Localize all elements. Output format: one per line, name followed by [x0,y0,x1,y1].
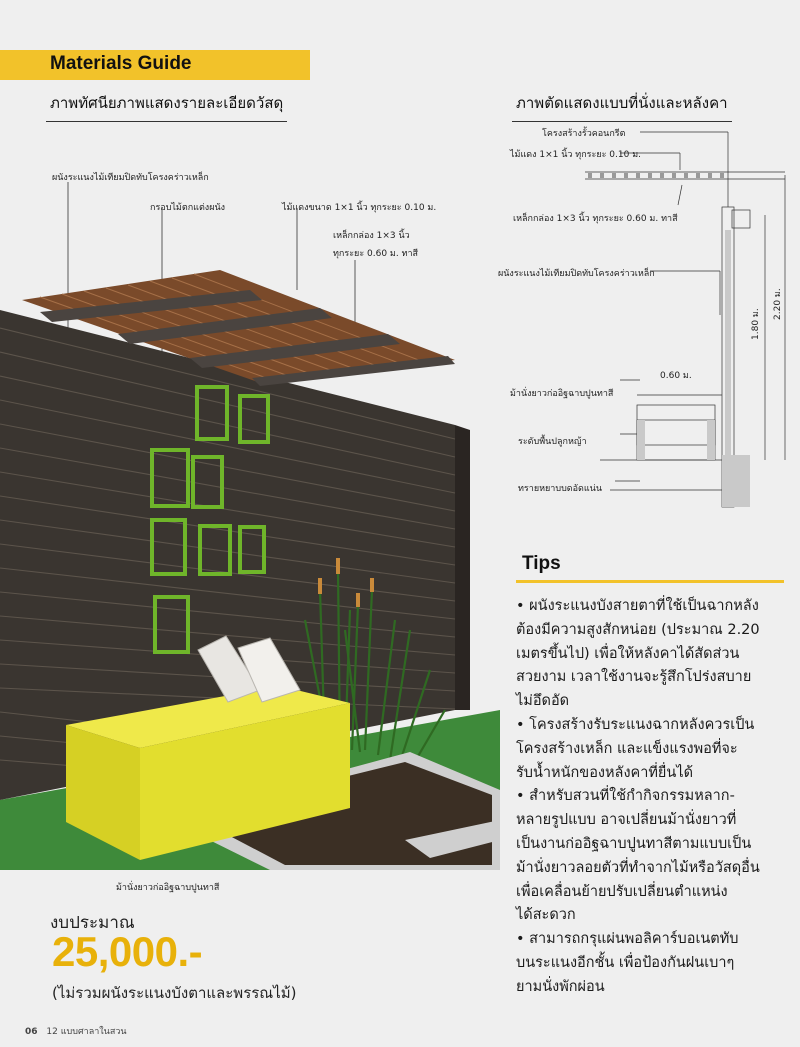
tips-divider [516,580,784,583]
budget-label: งบประมาณ [50,913,135,933]
section-badge [0,50,310,80]
section-callout-ground: ระดับพื้นปลูกหญ้า [518,437,587,447]
callout-tube-1: เหล็กกล่อง 1×3 นิ้ว [333,231,410,241]
section-callout-sand: ทรายหยาบบดอัดแน่น [518,484,602,494]
section-callout-wall: ผนังระแนงไม้เทียมปิดทับโครงคร่าวเหล็ก [498,269,655,279]
callout-bench: ม้านั่งยาวก่ออิฐฉาบปูนทาสี [116,883,220,893]
dim-width: 0.60 ม. [660,371,692,381]
tips-line: • ผนังระแนงบังสายตาที่ใช้เป็นฉากหลัง [516,598,759,614]
section-label: Materials Guide [50,53,192,74]
tips-list [516,595,800,1000]
callout-wall: ผนังระแนงไม้เทียมปิดทับโครงคร่าวเหล็ก [52,173,209,183]
callout-slats: ไม้แดงขนาด 1×1 นิ้ว ทุกระยะ 0.10 ม. [282,203,437,213]
budget-price: 25,000.- [52,928,203,975]
tips-line: ม้านั่งยาวลอยตัวที่ทำจากไม้หรือวัสดุอื่น [516,859,760,876]
tips-line: • โครงสร้างรับระแนงฉากหลังควรเป็น [516,716,755,733]
tips-line: สวยงาม เวลาใช้งานจะรู้สึกโปร่งสบาย [516,669,752,686]
tips-line: • สำหรับสวนที่ใช้กำกิจกรรมหลาก- [516,788,735,805]
section-callout-tube: เหล็กกล่อง 1×3 นิ้ว ทุกระยะ 0.60 ม. ทาสี [513,214,678,224]
budget-note: (ไม่รวมผนังระแนงบังตาและพรรณไม้) [52,984,297,1002]
tips-line: เป็นงานก่ออิฐฉาบปูนทาสีตามแบบเป็น [516,835,752,852]
section-title: ภาพตัดแสดงแบบที่นั่งและหลังคา [516,91,728,115]
footer-text: 12 แบบศาลาในสวน [46,1027,127,1037]
callout-frame: กรอบไม้ตกแต่งผนัง [150,203,226,213]
tips-line: ยามนั่งพักผ่อน [516,978,605,995]
perspective-illustration [0,150,500,870]
tips-line: เมตรขึ้นไป) เพื่อให้หลังคาได้สัดส่วน [516,645,740,662]
tips-line: เพื่อเคลื่อนย้ายปรับเปลี่ยนตำแหน่ง [516,883,728,900]
roof-slat-dots [588,173,724,178]
tips-line: โครงสร้างเหล็ก และแข็งแรงพอที่จะ [516,740,738,757]
callout-tube-2: ทุกระยะ 0.60 ม. ทาสี [333,249,419,259]
tips-line: ได้สะดวก [516,907,576,924]
tips-heading: Tips [522,553,561,574]
perspective-title: ภาพทัศนียภาพแสดงรายละเอียดวัสดุ [50,91,283,115]
tips-line: ต้องมีความสูงสักหน่อย (ประมาณ 2.20 [516,621,760,638]
tips-line: หลายรูปแบบ อาจเปลี่ยนม้านั่งยาวที่ [516,812,737,829]
dim-height-inner: 1.80 ม. [751,308,761,340]
section-callout-concrete: โครงสร้างรั้วคอนกรีต [542,129,626,139]
dim-height-total: 2.20 ม. [773,288,783,320]
section-callout-slats: ไม้แดง 1×1 นิ้ว ทุกระยะ 0.10 ม. [510,150,641,160]
tips-line: รับน้ำหนักของหลังคาที่ยื่นได้ [516,764,694,781]
tips-line: • สามารถกรุแผ่นพอลิคาร์บอเนตทับ [516,931,739,948]
section-callout-bench: ม้านั่งยาวก่ออิฐฉาบปูนทาสี [510,389,614,399]
page-number: 06 [25,1027,38,1037]
tips-line: ไม่อึดอัด [516,693,570,710]
tips-line: บนระแนงอีกชั้น เพื่อป้องกันฝนเบาๆ [516,954,735,971]
page-footer [25,1024,127,1038]
